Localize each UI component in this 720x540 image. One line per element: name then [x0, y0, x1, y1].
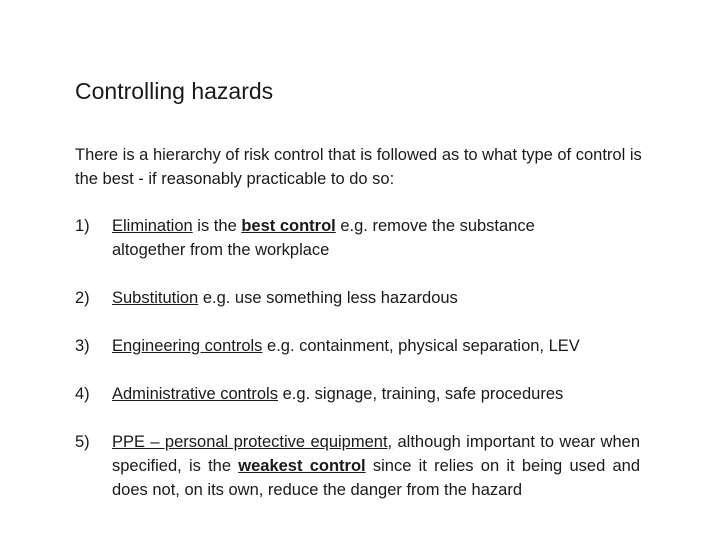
list-item-text — [112, 382, 563, 406]
control-emphasis: weakest control — [238, 457, 366, 475]
list-item-text — [112, 334, 580, 358]
control-term: Administrative controls — [112, 385, 278, 403]
list-number: 3) — [75, 337, 90, 355]
list-item-text — [112, 286, 458, 310]
list-number: 5) — [75, 433, 90, 451]
control-term: Elimination — [112, 217, 193, 235]
list-item-description: e.g. remove the substance altogether from the workplace — [112, 217, 535, 259]
intro-paragraph: There is a hierarchy of risk control that is followed as to what type of control is the best - if reasonably practicable to do so: — [75, 146, 642, 188]
control-term: Substitution — [112, 289, 199, 307]
list-item-connector: is the — [192, 217, 242, 235]
control-emphasis: best control — [241, 217, 336, 235]
list-item-description: e.g. use something less hazardous — [198, 289, 458, 307]
list-number: 1) — [75, 217, 90, 235]
list-item-text — [112, 214, 612, 262]
control-term: PPE – personal protective equipment, — [112, 433, 393, 451]
list-item-text — [112, 430, 640, 502]
list-item-description: since it relies on it being used and does not, on its own, reduce the danger from the hazard — [112, 457, 641, 499]
list-number: 4) — [75, 385, 90, 403]
slide-title: Controlling hazards — [75, 78, 274, 104]
control-term: Engineering controls — [112, 337, 263, 355]
list-item-connector: although important to wear when specified, is the — [112, 433, 641, 475]
list-item-description: e.g. signage, training, safe procedures — [277, 385, 564, 403]
list-item-description: e.g. containment, physical separation, LEV — [262, 337, 580, 355]
list-number: 2) — [75, 289, 90, 307]
